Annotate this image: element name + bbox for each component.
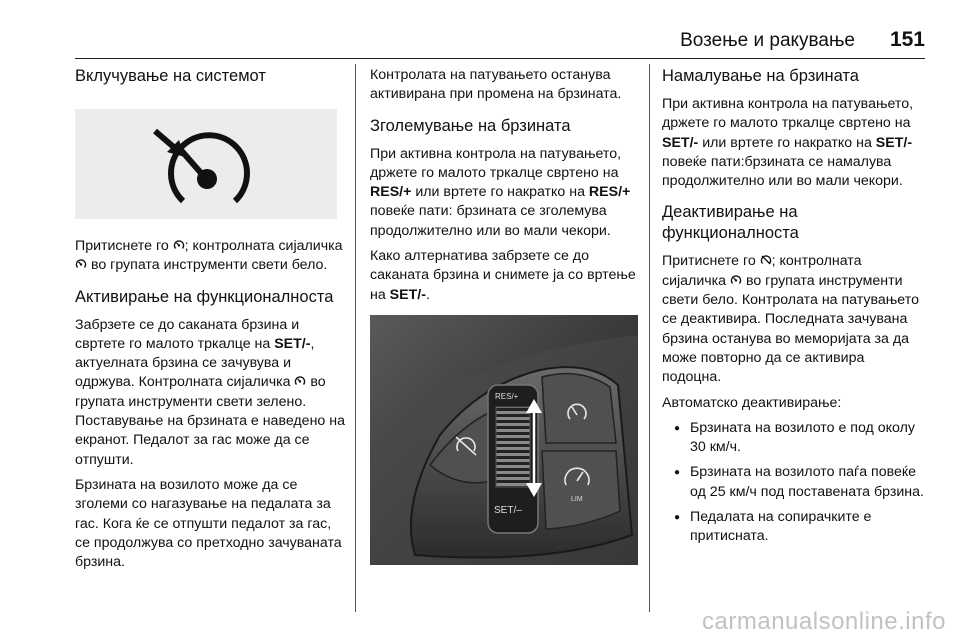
paragraph: Контролата на патувањето останува активирана при промена на брзината. xyxy=(370,67,622,103)
set-label: SET/– xyxy=(494,504,522,516)
column-divider xyxy=(649,64,650,612)
paragraph: Автоматско деактивирање: xyxy=(662,394,842,411)
paragraph: Забрзете се до саканата брзина и свртете го малото тркалце на SET/-, актуелната брзина се зачувува и одржува. Контролната сијаличка во групата инструменти свети зелено. Поставување на брзината е наведено на екранот. Педалот за гас може да се отпушти. xyxy=(75,316,345,468)
watermark: carmanualsonline.info xyxy=(702,608,946,635)
column-middle xyxy=(370,66,638,565)
cruise-control-off-icon xyxy=(760,254,772,266)
res-label: RES/+ xyxy=(495,391,519,401)
column-right xyxy=(662,66,924,553)
section-heading: Вклучување на системот xyxy=(75,67,266,85)
list-item: ● Брзината на возилото паѓа повеќе од 25 км/ч под поставената брзина. xyxy=(662,463,924,502)
cruise-control-figure xyxy=(75,109,337,219)
paragraph: При активна контрола на патувањето, држете го малото тркалце свртено на RES/+ или вртете го накратко на RES/+ повеќе пати: брзината се зголемува продолжително или во мали чекори. xyxy=(370,145,631,239)
column-divider xyxy=(355,64,356,612)
steering-wheel-controls-photo xyxy=(370,315,638,565)
paragraph: Како алтернатива забрзете се до саканата брзина и снимете ја со вртење на SET/-. xyxy=(370,248,636,303)
column-left xyxy=(75,66,347,578)
cruise-control-icon xyxy=(173,239,185,251)
paragraph: Брзината на возилото може да се зголеми со нагазување на педалата за гас. Кога ќе се отпушти педалот за гас, се продолжува со претходно зачуваната брзина. xyxy=(75,476,342,571)
page-title: Возење и ракување xyxy=(680,30,855,51)
page-header xyxy=(75,28,925,59)
section-heading: Намалување на брзината xyxy=(662,67,859,85)
page-number: 151 xyxy=(889,28,925,51)
list-item: ● Педалата на сопирачките е притисната. xyxy=(662,508,924,547)
cruise-control-icon xyxy=(75,258,87,270)
lim-label: LIM xyxy=(571,495,583,503)
section-heading: Активирање на функционалноста xyxy=(75,287,334,306)
list-item: ● Брзината на возилото е под околу 30 км/ч. xyxy=(662,419,924,458)
paragraph: Притиснете го ; контролната сијаличка во групата инструменти свети бело. xyxy=(75,238,343,274)
paragraph: При активна контрола на патувањето, држете го малото тркалце свртено на SET/- или вртете го накратко на SET/- повеќе пати:брзината се намалува продолжително или во мали чекори. xyxy=(662,96,914,190)
bullet-list xyxy=(662,419,924,547)
section-heading: Деактивирање на функционалноста xyxy=(662,203,799,243)
cruise-control-icon xyxy=(730,274,742,286)
cruise-control-icon xyxy=(294,375,306,387)
paragraph: Притиснете го ; контролната сијаличка во групата инструменти свети бело. Контролата на патувањето се деактивира. Последната зачувана брзина останува во меморијата за да може повторно да се активира подоцна. xyxy=(662,253,919,386)
section-heading: Зголемување на брзината xyxy=(370,116,571,135)
